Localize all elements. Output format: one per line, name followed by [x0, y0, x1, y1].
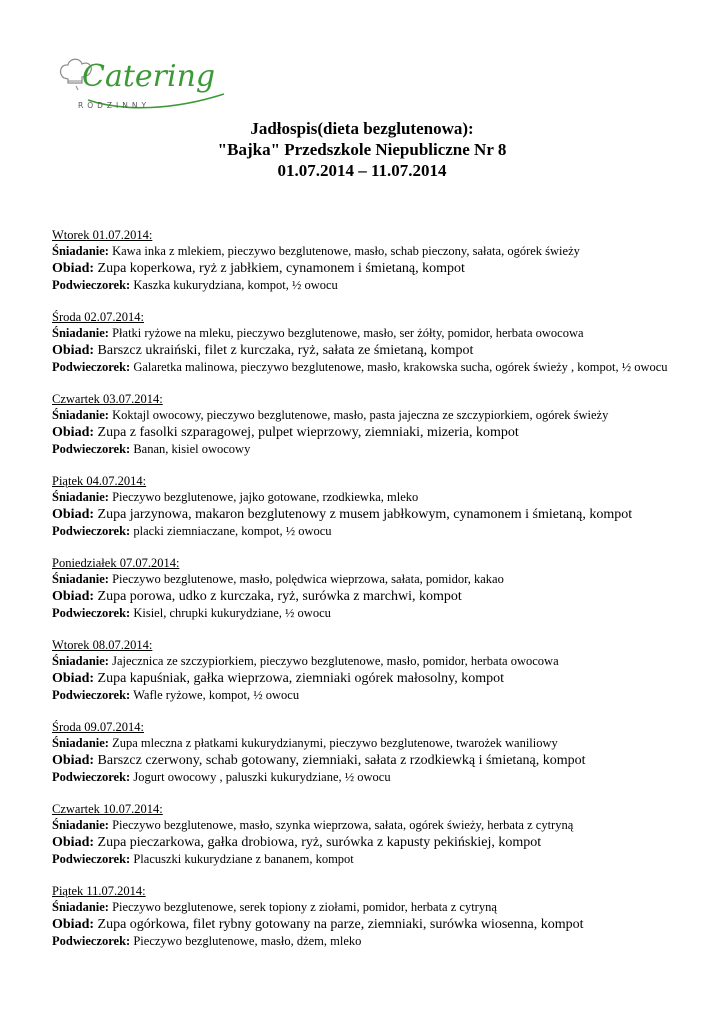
meal-text: Barszcz ukraiński, filet z kurczaka, ryż, sałata ze śmietaną, kompot [97, 343, 474, 358]
breakfast-line [52, 243, 672, 260]
snack-line [52, 277, 672, 294]
date-range: 01.07.2014 – 11.07.2014 [277, 161, 447, 180]
meal-text: Zupa z fasolki szparagowej, pulpet wieprzowy, ziemniaki, mizeria, kompot [97, 425, 519, 440]
meal-text: Jajecznica ze szczypiorkiem, pieczywo bezglutenowe, masło, pomidor, herbata owocowa [112, 654, 559, 668]
snack-line [52, 851, 672, 868]
breakfast-line [52, 653, 672, 670]
day-block [52, 392, 672, 458]
page-title: Jadłospis(dieta bezglutenowa): [250, 119, 474, 138]
meal-label: Śniadanie: [52, 326, 109, 340]
lunch-line [52, 752, 672, 769]
meal-label: Śniadanie: [52, 490, 109, 504]
meal-label: Śniadanie: [52, 736, 109, 750]
lunch-line [52, 916, 672, 933]
meal-text: Zupa pieczarkowa, gałka drobiowa, ryż, surówka z kapusty pekińskiej, kompot [97, 835, 542, 850]
meal-text: Koktajl owocowy, pieczywo bezglutenowe, masło, pasta jajeczna ze szczypiorkiem, ogórek świeży [112, 408, 609, 422]
meal-label: Śniadanie: [52, 900, 109, 914]
meal-label: Obiad: [52, 917, 95, 932]
day-block [52, 556, 672, 622]
meal-label: Obiad: [52, 425, 95, 440]
meal-text: Galaretka malinowa, pieczywo bezglutenowe, masło, krakowska sucha, ogórek świeży , kompot, ½ owocu [133, 360, 668, 374]
page-subtitle: "Bajka" Przedszkole Niepubliczne Nr 8 [217, 140, 507, 159]
breakfast-line [52, 735, 672, 752]
meal-text: Barszcz czerwony, schab gotowany, ziemniaki, sałata z rzodkiewką i śmietaną, kompot [97, 753, 586, 768]
meal-label: Podwieczorek: [52, 934, 131, 948]
breakfast-line [52, 407, 672, 424]
meal-label: Obiad: [52, 343, 95, 358]
catering-logo [54, 52, 238, 116]
meal-label: Śniadanie: [52, 408, 109, 422]
day-title: Wtorek 08.07.2014: [52, 638, 153, 652]
day-block [52, 228, 672, 294]
meal-text: Zupa porowa, udko z kurczaka, ryż, surówka z marchwi, kompot [97, 589, 462, 604]
meal-label: Podwieczorek: [52, 278, 131, 292]
meal-text: Wafle ryżowe, kompot, ½ owocu [133, 688, 300, 702]
snack-line [52, 441, 672, 458]
meal-text: Kisiel, chrupki kukurydziane, ½ owocu [133, 606, 331, 620]
meal-label: Podwieczorek: [52, 524, 131, 538]
day-title: Czwartek 10.07.2014: [52, 802, 163, 816]
day-title: Piątek 04.07.2014: [52, 474, 147, 488]
meal-label: Obiad: [52, 261, 95, 276]
meal-label: Śniadanie: [52, 572, 109, 586]
meal-label: Obiad: [52, 589, 95, 604]
day-title: Środa 02.07.2014: [52, 310, 145, 324]
snack-line [52, 359, 672, 376]
meal-label: Obiad: [52, 753, 95, 768]
breakfast-line [52, 489, 672, 506]
meal-text: Pieczywo bezglutenowe, jajko gotowane, rzodkiewka, mleko [112, 490, 419, 504]
meal-label: Podwieczorek: [52, 606, 131, 620]
meal-label: Podwieczorek: [52, 688, 131, 702]
day-block [52, 638, 672, 704]
meal-text: Płatki ryżowe na mleku, pieczywo bezglutenowe, masło, ser żółty, pomidor, herbata owocowa [112, 326, 584, 340]
meal-label: Obiad: [52, 835, 95, 850]
day-block [52, 310, 672, 376]
meal-label: Obiad: [52, 671, 95, 686]
day-title: Środa 09.07.2014: [52, 720, 145, 734]
meal-text: Pieczywo bezglutenowe, serek topiony z ziołami, pomidor, herbata z cytryną [112, 900, 497, 914]
day-title: Wtorek 01.07.2014: [52, 228, 153, 242]
meal-text: Pieczywo bezglutenowe, masło, szynka wieprzowa, sałata, ogórek świeży, herbata z cytryną [112, 818, 574, 832]
lunch-line [52, 588, 672, 605]
breakfast-line [52, 899, 672, 916]
snack-line [52, 605, 672, 622]
meal-text: Pieczywo bezglutenowe, masło, polędwica wieprzowa, sałata, pomidor, kakao [112, 572, 504, 586]
snack-line [52, 523, 672, 540]
meal-text: Kaszka kukurydziana, kompot, ½ owocu [133, 278, 338, 292]
meal-text: Kawa inka z mlekiem, pieczywo bezglutenowe, masło, schab pieczony, sałata, ogórek świeży [112, 244, 580, 258]
logo-brand: Catering [82, 59, 216, 94]
lunch-line [52, 834, 672, 851]
meal-label: Śniadanie: [52, 654, 109, 668]
meal-text: Pieczywo bezglutenowe, masło, dżem, mleko [133, 934, 362, 948]
breakfast-line [52, 571, 672, 588]
meal-label: Obiad: [52, 507, 95, 522]
snack-line [52, 769, 672, 786]
meal-label: Podwieczorek: [52, 852, 131, 866]
meal-text: Placuszki kukurydziane z bananem, kompot [133, 852, 354, 866]
meal-label: Podwieczorek: [52, 770, 131, 784]
day-title: Czwartek 03.07.2014: [52, 392, 163, 406]
day-title: Poniedziałek 07.07.2014: [52, 556, 180, 570]
meal-label: Śniadanie: [52, 818, 109, 832]
snack-line [52, 687, 672, 704]
breakfast-line [52, 325, 672, 342]
meal-text: Zupa mleczna z płatkami kukurydzianymi, pieczywo bezglutenowe, twarożek waniliowy [112, 736, 558, 750]
day-block [52, 884, 672, 950]
chef-hat-logo-icon [54, 52, 238, 116]
meal-text: Jogurt owocowy , paluszki kukurydziane, ½ owocu [133, 770, 391, 784]
meal-text: Banan, kisiel owocowy [133, 442, 251, 456]
lunch-line [52, 424, 672, 441]
menu-header [0, 118, 724, 181]
meal-text: Zupa kapuśniak, gałka wieprzowa, ziemniaki ogórek małosolny, kompot [97, 671, 505, 686]
meal-text: placki ziemniaczane, kompot, ½ owocu [133, 524, 332, 538]
meal-text: Zupa ogórkowa, filet rybny gotowany na parze, ziemniaki, surówka wiosenna, kompot [97, 917, 584, 932]
logo-sub: RODZINNY [78, 101, 151, 110]
day-block [52, 720, 672, 786]
meal-label: Śniadanie: [52, 244, 109, 258]
lunch-line [52, 506, 672, 523]
menu-list [52, 228, 672, 966]
meal-label: Podwieczorek: [52, 442, 131, 456]
breakfast-line [52, 817, 672, 834]
meal-text: Zupa jarzynowa, makaron bezglutenowy z musem jabłkowym, cynamonem i śmietaną, kompot [97, 507, 633, 522]
snack-line [52, 933, 672, 950]
day-block [52, 474, 672, 540]
day-title: Piątek 11.07.2014: [52, 884, 146, 898]
meal-text: Zupa koperkowa, ryż z jabłkiem, cynamonem i śmietaną, kompot [97, 261, 465, 276]
lunch-line [52, 670, 672, 687]
lunch-line [52, 342, 672, 359]
lunch-line [52, 260, 672, 277]
day-block [52, 802, 672, 868]
meal-label: Podwieczorek: [52, 360, 131, 374]
